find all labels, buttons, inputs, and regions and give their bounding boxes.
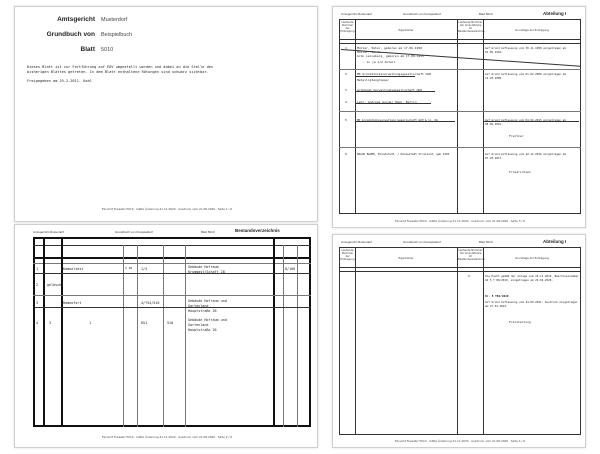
- page-1-footer: Einsicht Freisatz/ 5010 · letzte Änderung 21.11.2020 · Ausdruck vom 21.08.2026 · Seite 1 / 6: [102, 207, 232, 211]
- p3-r2-nr: 2: [345, 72, 347, 76]
- p3-e5s: Freitzer: [509, 134, 524, 138]
- p2-row2-nr: 2: [36, 283, 39, 287]
- p2-row1-strike: [35, 273, 311, 274]
- p4-e1b: Nr. 5 T86/2020: [485, 294, 509, 298]
- p2-row1-gemarkung: Kamnaltest: [63, 267, 84, 271]
- p3-r3-nr: 3: [345, 88, 347, 92]
- p4-col3-head: Laufende Nummer der Grundstücke im Bestandsverzeichnis: [458, 249, 485, 261]
- p2-blatt: Blatt 5010: [201, 230, 215, 234]
- amtsgericht-label: Amtsgericht: [57, 16, 95, 23]
- page-2-bestandsverzeichnis: [14, 224, 318, 448]
- p2-row4-flurstueck: 851: [141, 321, 148, 325]
- cover-text-line2: bisherigen Blattes getreten. In dem Blatt enthaltene Rötungen sind schwarz sichtbar.: [27, 70, 209, 74]
- p2-row3-bezeichnung-3: Hauptstraße 26: [188, 309, 217, 313]
- p2-row1-flurstueck: 1/4: [141, 267, 148, 271]
- page-4-abteilung-1-cont: [332, 234, 586, 448]
- p3-r4-nr: 4: [345, 100, 347, 104]
- p2-row1-flur: 1 20: [125, 266, 133, 270]
- p2-row3-gemarkung: Hamnofsrt: [63, 301, 82, 305]
- p3-e2b: Beteiligtengruppe:: [357, 78, 390, 82]
- page-4-footer: Einsicht Freisatz/ 5010 · letzte Änderung 21.11.2020 · Ausdruck vom 21.08.2026 · Seite 4 / 6: [395, 439, 525, 443]
- p2-row1-bezeichnung: Gebäude Hofraum: [188, 265, 219, 269]
- p2-row3-bezeichnung: Gebäude Hofraum und: [188, 299, 227, 303]
- p3-r1-nr: 1: [345, 46, 347, 50]
- p2-row3-nr: 3: [36, 301, 39, 305]
- p4-e1c: Auf Grund Auflassung vom 24.09.2021. Ausdruck eingetragen am 27.01.2022.: [485, 300, 578, 308]
- p3-col4-head: Grundlage der Eintragung: [515, 29, 549, 32]
- p2-row4-bezeichnung-2: Gartenland: [188, 323, 209, 327]
- p2-row1-size: 8/100: [285, 267, 296, 271]
- p4-n1: 2: [468, 274, 470, 278]
- p2-title: Bestandsverzeichnis: [235, 228, 280, 233]
- p4-e1: Die Pacht gemäß der Anlage vom 18.11.2019, Beschlussnummer AZ 5 T 86/2019, eingetragen am 29.02.2020.: [485, 274, 579, 282]
- cover-text-line1: Dieses Blatt ist zur Fortführung auf EDV umgestellt worden und dabei an die Stelle des: [27, 65, 214, 69]
- p3-e2r: Auf Grund Auflassung vom 01.02.2009 eingetragen am 12.03.2009.: [485, 72, 566, 80]
- p3-col1-head: Laufende Nummer der Eintragung: [340, 21, 355, 33]
- p2-row1-bezeichnung-2: Krummast/Schaft 28: [188, 270, 225, 274]
- cover-text-line3: Freigegeben am 25.2.2011. Kahl: [27, 79, 92, 83]
- p4-grundbuch: Grundbuch von Freispieldorf: [403, 240, 441, 244]
- p2-row4-bezeichnung-3: Hauptstraße 26: [188, 328, 217, 332]
- p4-e1s: Freistellung: [509, 320, 531, 324]
- p2-table-frame: [33, 237, 311, 427]
- page-3-abteilung-1: [332, 6, 586, 228]
- p3-e1r: Auf Grund Auflassung vom 30.11.1990 eingetragen am 01.05.1991.: [485, 46, 566, 54]
- p3-e5r: Auf Grund Auflassung vom 04.04.2015 eingetragen am 08.06.2015.: [485, 118, 566, 126]
- p2-row2-text: gelöscht: [47, 283, 64, 287]
- p3-e6: KRAUS BAUER, Brandstedt, / Hansestadt Stralsund, geb 1950: [357, 152, 450, 156]
- p3-grundbuch: Grundbuch von Freispieldorf: [403, 12, 441, 16]
- p2-row4-size-col: 510: [167, 321, 174, 325]
- p3-amtsgericht: Amtsgericht Musterdorf: [341, 12, 373, 16]
- p3-abteilung: Abteilung I: [543, 11, 567, 16]
- p3-r6-nr: 6: [345, 152, 347, 156]
- p3-e6s: Friedrichsen: [509, 170, 531, 174]
- p3-e1a: Müller, Peter, geboren am 17.09.1950: [357, 46, 423, 50]
- page-1-cover: [14, 6, 318, 222]
- p3-e5: MK Grundstücksverwaltung Gesellschaft mbH & Co. KG: [357, 118, 438, 122]
- p4-amtsgericht: Amtsgericht Musterdorf: [341, 240, 373, 244]
- p4-col4-head: Grundlage der Eintragung: [515, 257, 549, 260]
- p3-e3: Grünbaum Verwaltungsgesellschaft mbH: [357, 88, 423, 92]
- p2-row4-gemarkung: 3: [49, 321, 52, 325]
- p2-grundbuch: Grundbuch von Freispieldorf: [115, 230, 153, 234]
- p2-row3-strike: [35, 307, 311, 308]
- page-3-footer: Einsicht Freisatz/ 5010 · letzte Änderung 21.11.2020 · Ausdruck vom 21.08.2026 · Seite 3 / 6: [395, 219, 525, 223]
- p3-e1c: Grün Leineberg, geboren am 17.09.1955: [357, 54, 424, 58]
- grundbuch-von-value: Beispielbuch: [101, 32, 133, 38]
- p4-col1-head: Laufende Nummer der Eintragung: [340, 249, 355, 261]
- blatt-value: 5010: [101, 47, 114, 53]
- page-2-footer: Einsicht Freisatz/ 5010 · letzte Änderung 21.11.2020 · Ausdruck vom 21.08.2026 · Seite 2 / 6: [102, 435, 232, 439]
- p3-e2a: MK Grundstücksverwaltungsgesellschaft mbH: [357, 72, 432, 76]
- grundbuch-von-label: Grundbuch von: [46, 31, 95, 38]
- p3-blatt: Blatt 5010: [479, 12, 493, 16]
- p4-blatt: Blatt 5010: [479, 240, 493, 244]
- p3-e1b: Müller, Gerda: [357, 50, 381, 54]
- p2-row4-bezeichnung: Gebäude Hofraum und: [188, 318, 227, 322]
- p2-row4-flur: 1: [89, 321, 92, 325]
- p3-r5-nr: 5: [345, 118, 347, 122]
- blatt-label: Blatt: [80, 46, 95, 53]
- p3-e6r: Auf Grund Auflassung vom 22.12.2016 eingetragen am 07.03.2017.: [485, 152, 566, 160]
- p3-e4: Lehr, Andreas Gunnar Hauk, Berlin: [357, 100, 417, 104]
- p4-col2-head: Eigentümer: [398, 257, 414, 260]
- p2-row1-nr: 1: [36, 267, 39, 271]
- p2-row3-flurstueck: 4/754/510: [141, 301, 160, 305]
- p4-abteilung: Abteilung I: [543, 239, 567, 244]
- amtsgericht-value: Musterdorf: [101, 17, 128, 23]
- p2-row4-nr: 4: [36, 321, 39, 325]
- p3-e1d: - zu je 1/2 Anteil -: [363, 60, 400, 64]
- p2-amtsgericht: Amtsgericht Musterdorf: [33, 230, 65, 234]
- p2-row3-bezeichnung-2: Gartenland: [188, 304, 209, 308]
- p3-col3-head: Laufende Nummer der Grundstücke im Bestandsverzeichnis: [458, 21, 485, 33]
- p3-col2-head: Eigentümer: [398, 29, 414, 32]
